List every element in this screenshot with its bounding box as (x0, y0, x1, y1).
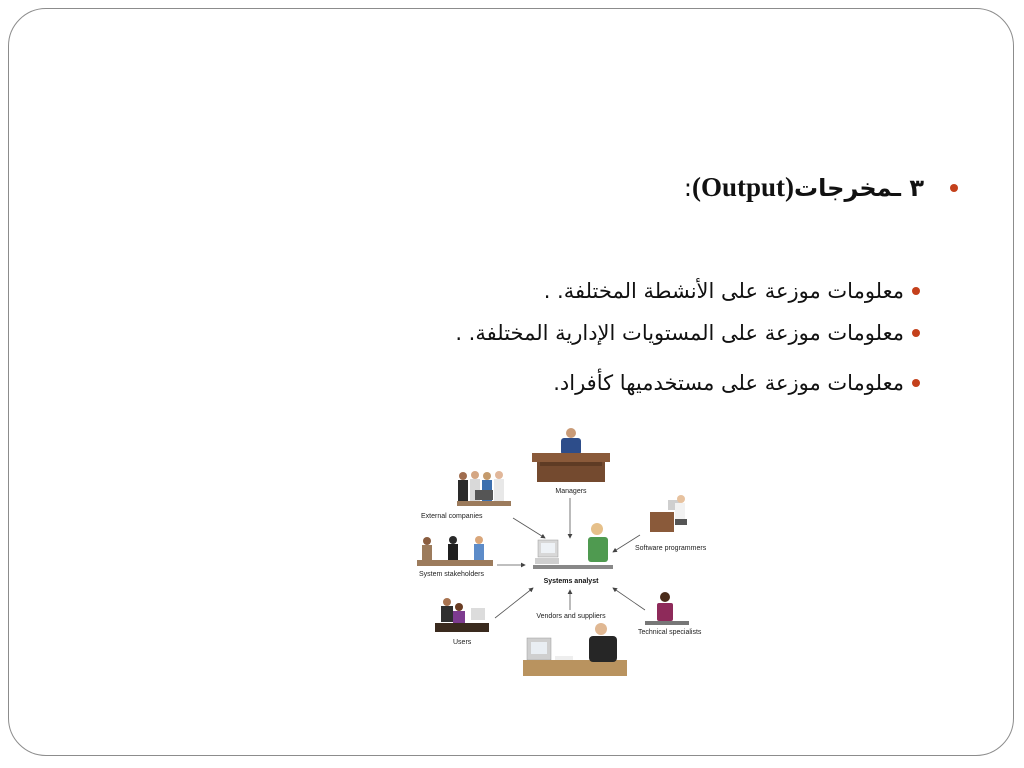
software-programmers-label: Software programmers (635, 545, 707, 552)
managers-illustration (532, 428, 610, 482)
users-illustration (435, 598, 489, 632)
external-companies-label: External companies (421, 513, 483, 520)
systems-analyst-illustration (533, 523, 613, 569)
vendors-suppliers-illustration (523, 623, 627, 676)
slide-heading (684, 170, 924, 205)
software-programmers-illustration (650, 495, 687, 532)
managers-label: Managers (555, 488, 587, 495)
system-stakeholders-label: System stakeholders (419, 571, 484, 578)
arrow-technical (613, 588, 645, 610)
heading-number: ٣ ـ (892, 174, 924, 202)
heading-latin: (Output) (691, 172, 795, 202)
systems-analyst-label: Systems analyst (543, 578, 599, 585)
list-item: معلومات موزعة على الأنشطة المختلفة. . (543, 279, 904, 303)
list-item: معلومات موزعة على مستخدميها كأفراد. (553, 371, 904, 395)
heading-arabic: مخرجات (794, 174, 893, 202)
list-bullet (912, 287, 920, 295)
external-companies-illustration (457, 471, 511, 506)
heading-suffix: : (683, 174, 692, 202)
arrow-external (513, 518, 545, 538)
technical-specialists-illustration (645, 592, 689, 625)
technical-specialists-label: Technical specialists (638, 629, 702, 636)
systems-analyst-diagram (405, 420, 725, 685)
heading-bullet (950, 184, 958, 192)
vendors-suppliers-label: Vendors and suppliers (536, 613, 606, 620)
system-stakeholders-illustration (417, 536, 493, 566)
list-item: معلومات موزعة على المستويات الإدارية المختلفة. . (455, 321, 904, 345)
list-bullet (912, 379, 920, 387)
arrow-users (495, 588, 533, 618)
list-bullet (912, 329, 920, 337)
users-label: Users (453, 639, 472, 646)
